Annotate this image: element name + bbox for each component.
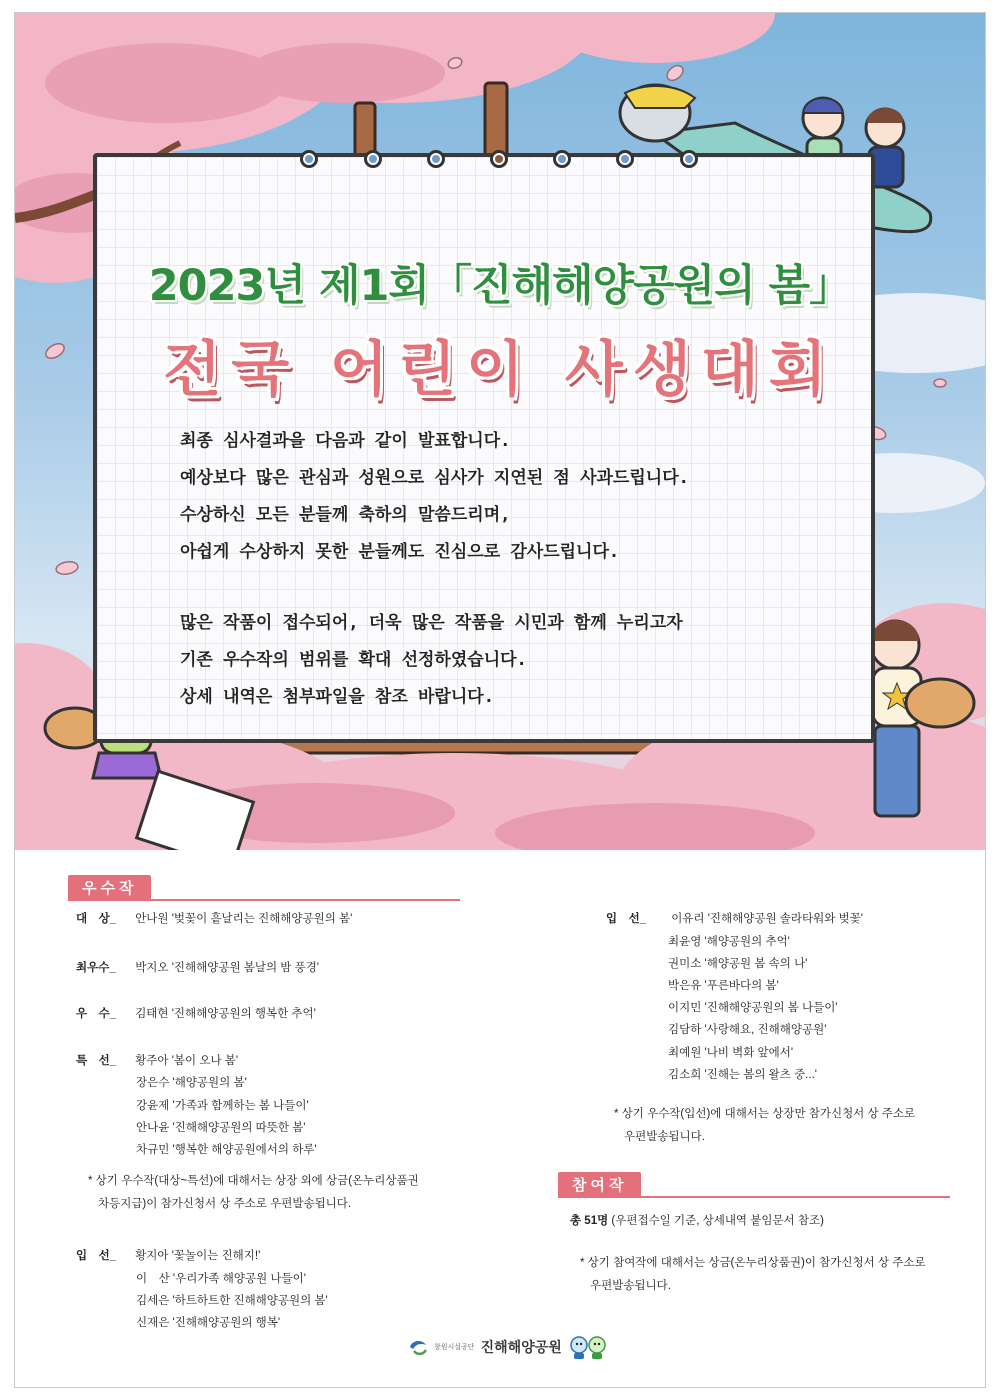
honorable-entry: 이지민 '진해해양공원의 봄 나들이' [668,1002,838,1014]
honorable-entry: 최윤영 '해양공원의 추억' [668,936,790,948]
board-ring [680,150,698,168]
poster-title-line1: 2023년 제1회「진해해양공원의 봄」 [148,261,852,311]
footer-logo [408,1333,608,1361]
intro-paragraph-1 [180,423,780,571]
intro-line: 예상보다 많은 관심과 성원으로 심사가 지연된 점 사과드립니다. [180,468,689,488]
honorable-label: 입 선_ [76,1250,117,1262]
winners-section-divider [68,899,460,901]
prize-note [88,1170,488,1216]
prize-note-line: * 상기 우수작(대상~특선)에 대해서는 상장 외에 상금(온누리상품권 [88,1175,419,1187]
mascot-icon [568,1334,608,1360]
special-entry: 강윤제 '가족과 함께하는 봄 나들이' [136,1100,309,1112]
intro-line: 상세 내역은 첨부파일을 참조 바랍니다. [180,687,494,707]
special-label: 특 선_ [76,1055,117,1067]
board-ring [616,150,634,168]
intro-line: 많은 작품이 접수되어, 더욱 많은 작품을 시민과 함께 누리고자 [180,613,683,633]
poster-title-line2: 전국 어린이 사생대회 [163,335,837,405]
honorable-entry: 박은유 '푸른바다의 봄' [668,980,779,992]
excellence-row [76,959,319,975]
merit-label: 우 수_ [76,1008,117,1020]
merit-row [76,1005,316,1021]
intro-line: 최종 심사결과을 다음과 같이 발표합니다. [180,431,511,451]
intro-paragraph-2 [180,605,780,716]
honorable-entry: 황지아 '꽃놀이는 진해지!' [135,1250,261,1262]
special-entry: 황주아 '봄이 오나 봄' [135,1055,239,1067]
board-ring [553,150,571,168]
honorable-entry: 이유리 '진해해양공원 솔라타워와 벚꽃' [671,913,863,925]
board-ring [427,150,445,168]
footer-org-small: 창원시설공단 [434,1343,475,1351]
prize-note-line: 차등지급)이 참가신청서 상 주소로 우편발송됩니다. [98,1198,352,1210]
creation-logo-icon [408,1337,428,1357]
participants-count: 총 51명 [570,1215,609,1227]
grand-prize-row [76,910,352,926]
participants-note-line: * 상기 참여작에 대해서는 상금(온누리상품권)이 참가신청서 상 주소로 [580,1257,926,1269]
honorable-row-right [606,910,863,926]
participants-total [570,1212,824,1228]
grand-prize-label: 대 상_ [76,913,117,925]
board-ring [300,150,318,168]
excellence-entry: 박지오 '진해해양공원 봄날의 밤 풍경' [135,962,320,974]
honorable-entry: 최예원 '나비 벽화 앞에서' [668,1047,794,1059]
honorable-entry: 권미소 '해양공원 봄 속의 나' [668,958,808,970]
special-entry: 장은수 '해양공원의 봄' [136,1077,247,1089]
board-ring [490,150,508,168]
intro-line: 수상하신 모든 분들께 축하의 말씀드리며, [180,505,511,525]
special-entry: 안나윤 '진해해양공원의 따뜻한 봄' [136,1122,306,1134]
winners-section-title: 우수작 [68,875,151,901]
participants-count-note: (우편접수일 기준, 상세내역 붙임문서 참조) [611,1215,824,1227]
intro-line: 아쉽게 수상하지 못한 분들께도 진심으로 감사드립니다. [180,542,620,562]
participants-note-line: 우편발송됩니다. [590,1280,671,1292]
intro-line: 기존 우수작의 범위를 확대 선정하였습니다. [180,650,527,670]
grand-prize-entry: 안나원 '벚꽃이 흩날리는 진해해양공원의 봄' [135,913,353,925]
footer-org-name: 진해해양공원 [480,1340,562,1356]
honorable-entry: 이 산 '우리가족 해양공원 나들이' [136,1273,306,1285]
honorable-entry: 신재은 '진해해양공원의 행복' [136,1317,281,1329]
participants-section-divider [558,1196,950,1198]
merit-entry: 김태현 '진해해양공원의 행복한 추억' [135,1008,316,1020]
honorable-entry: 김담하 '사랑해요, 진해해양공원' [668,1024,827,1036]
participants-section-title: 참여작 [558,1172,641,1198]
honorable-note-line: * 상기 우수작(입선)에 대해서는 상장만 참가신청서 상 주소로 [614,1108,916,1120]
excellence-label: 최우수_ [76,962,116,974]
honorable-note-line: 우편발송됩니다. [624,1131,705,1143]
participants-note [580,1252,960,1298]
honorable-entry: 김소희 '진해는 봄의 왈츠 중...' [668,1069,817,1081]
special-entry: 차규민 '행복한 해양공원에서의 하루' [136,1144,317,1156]
special-row [76,1052,238,1068]
board-ring [364,150,382,168]
honorable-label-right: 입 선_ [606,913,647,925]
honorable-entry: 김세은 '하트하트한 진해해양공원의 봄' [136,1295,328,1307]
honorable-row [76,1247,260,1263]
honorable-note [614,1103,974,1149]
